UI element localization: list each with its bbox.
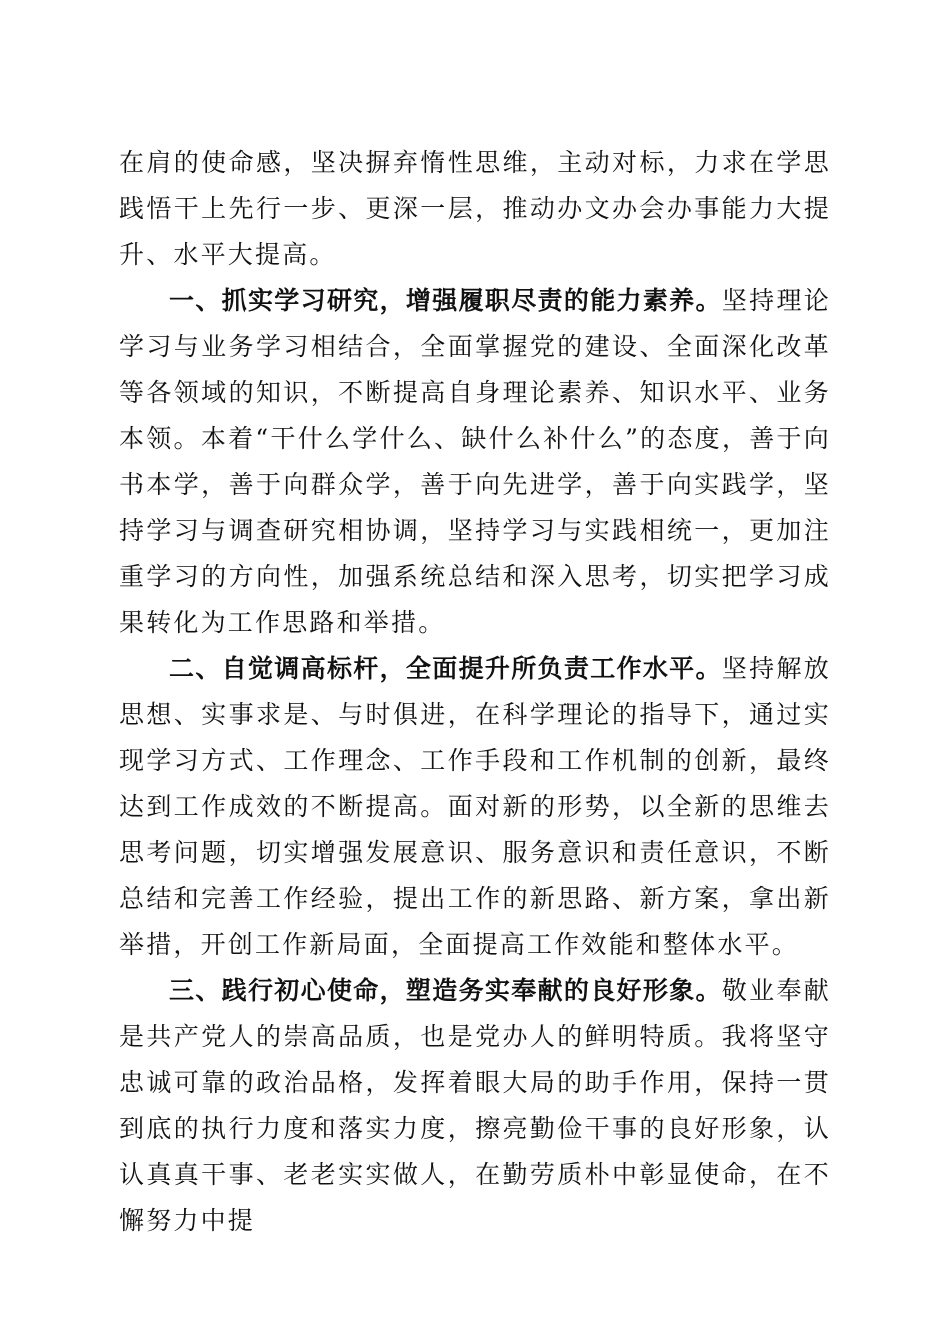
- section-3-body: 敬业奉献是共产党人的崇高品质，也是党办人的鲜明特质。我将坚守忠诚可靠的政治品格，发挥着眼大局的助手作用，保持一贯到底的执行力度和落实力度，擦亮勤俭干事的良好形象，认认真真干事、老老实实做人，在勤劳质朴中彰显使命，在不懈努力中提: [119, 976, 832, 1235]
- section-2-paragraph: [119, 646, 831, 968]
- section-2-heading: 二、自觉调高标杆，全面提升所负责工作水平。: [169, 654, 722, 683]
- section-1-heading: 一、抓实学习研究，增强履职尽责的能力素养。: [169, 286, 722, 315]
- section-3-paragraph: [119, 968, 831, 1244]
- section-3-heading: 三、践行初心使命，塑造务实奉献的良好形象。: [169, 976, 722, 1005]
- document-body: [119, 140, 831, 1244]
- section-1-paragraph: [119, 278, 831, 646]
- section-2-body: 坚持解放思想、实事求是、与时俱进，在科学理论的指导下，通过实现学习方式、工作理念、工作手段和工作机制的创新，最终达到工作成效的不断提高。面对新的形势，以全新的思维去思考问题，切实增强发展意识、服务意识和责任意识，不断总结和完善工作经验，提出工作的新思路、新方案，拿出新举措，开创工作新局面，全面提高工作效能和整体水平。: [119, 654, 832, 959]
- section-1-body: 坚持理论学习与业务学习相结合，全面掌握党的建设、全面深化改革等各领域的知识，不断提高自身理论素养、知识水平、业务本领。本着“干什么学什么、缺什么补什么”的态度，善于向书本学，善于向群众学，善于向先进学，善于向实践学，坚持学习与调查研究相协调，坚持学习与实践相统一，更加注重学习的方向性，加强系统总结和深入思考，切实把学习成果转化为工作思路和举措。: [119, 286, 832, 637]
- intro-paragraph: 在肩的使命感，坚决摒弃惰性思维，主动对标，力求在学思践悟干上先行一步、更深一层，推动办文办会办事能力大提升、水平大提高。: [119, 148, 831, 269]
